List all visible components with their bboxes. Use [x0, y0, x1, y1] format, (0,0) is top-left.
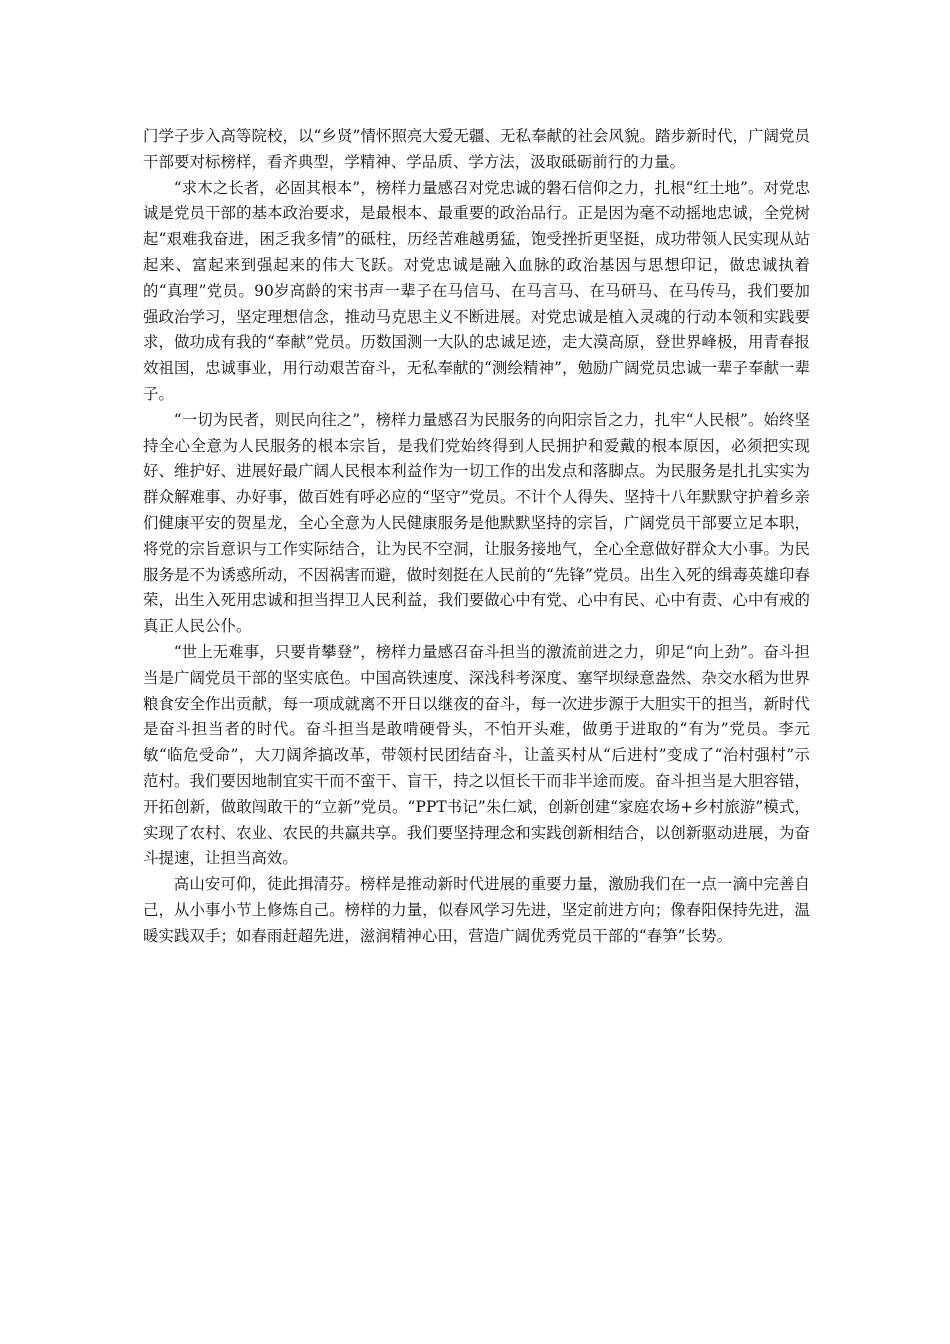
document-body: [143, 124, 810, 950]
paragraph-serve-people: “一切为民者，则民向往之”，榜样力量感召为民服务的向阳宗旨之力，扎牢“人民根”。始终坚持全心全意为人民服务的根本宗旨，是我们党始终得到人民拥护和爱戴的根本原因，必须把实现好、维护好、进展好最广阔人民根本利益作为一切工作的出发点和落脚点。为民服务是扎扎实实为群众解难事、办好事，做百姓有呼必应的“坚守”党员。不计个人得失、坚持十八年默默守护着乡亲们健康平安的贺星龙，全心全意为人民健康服务是他默默坚持的宗旨，广阔党员干部要立足本职，将党的宗旨意识与工作实际结合，让为民不空洞，让服务接地气，全心全意做好群众大小事。为民服务是不为诱惑所动，不因祸害而避，做时刻挺在人民前的“先锋”党员。出生入死的缉毒英雄印春荣，出生入死用忠诚和担当捍卫人民利益，我们要做心中有党、心中有民、心中有责、心中有戒的真正人民公仆。: [143, 410, 810, 636]
paragraph-loyalty: “求木之长者，必固其根本”，榜样力量感召对党忠诚的磐石信仰之力，扎根“红土地”。对党忠诚是党员干部的基本政治要求，是最根本、最重要的政治品行。正是因为毫不动摇地忠诚，全党树起“艰难我奋进，困乏我多情”的砥柱，历经苦难越勇猛，饱受挫折更坚挺，成功带领人民实现从站起来、富起来到强起来的伟大飞跃。对党忠诚是融入血脉的政治基因与思想印记，做忠诚执着的“真理”党员。90岁高龄的宋书声一辈子在马信马、在马言马、在马研马、在马传马，我们要加强政治学习，坚定理想信念，推动马克思主义不断进展。对党忠诚是植入灵魂的行动本领和实践要求，做功成有我的“奉献”党员。历数国测一大队的忠诚足迹，走大漠高原，登世界峰极，用青春报效祖国，忠诚事业，用行动艰苦奋斗，无私奉献的“测绘精神”，勉励广阔党员忠诚一辈子奉献一辈子。: [143, 178, 810, 403]
paragraph-conclusion: 高山安可仰，徒此揖清芬。榜样是推动新时代进展的重要力量，激励我们在一点一滴中完善自己，从小事小节上修炼自己。榜样的力量，似春风学习先进，坚定前进方向；像春阳保持先进，温暖实践双手；如春雨赶超先进，滋润精神心田，营造广阔优秀党员干部的“春笋”长势。: [143, 875, 810, 945]
paragraph-struggle: “世上无难事，只要肯攀登”，榜样力量感召奋斗担当的激流前进之力，卯足“向上劲”。奋斗担当是广阔党员干部的坚实底色。中国高铁速度、深浅科考深度、塞罕坝绿意盎然、杂交水稻为世界粮食安全作出贡献，每一项成就离不开日以继夜的奋斗，每一次进步源于大胆实干的担当，新时代是奋斗担当者的时代。奋斗担当是敢啃硬骨头，不怕开头难，做勇于进取的“有为”党员。李元敏“临危受命”，大刀阔斧搞改革，带领村民团结奋斗，让盖买村从“后进村”变成了“治村强村”示范村。我们要因地制宜实干而不蛮干、盲干，持之以恒长干而非半途而废。奋斗担当是大胆容错，开拓创新，做敢闯敢干的“立新”党员。“PPT书记”朱仁斌，创新创建“家庭农场+乡村旅游”模式，实现了农村、农业、农民的共赢共享。我们要坚持理念和实践创新相结合，以创新驱动进展，为奋斗提速，让担当高效。: [143, 642, 810, 868]
paragraph-continuation: 门学子步入高等院校，以“乡贤”情怀照亮大爱无疆、无私奉献的社会风貌。踏步新时代，广阔党员干部要对标榜样，看齐典型，学精神、学品质、学方法，汲取砥砺前行的力量。: [143, 127, 810, 171]
